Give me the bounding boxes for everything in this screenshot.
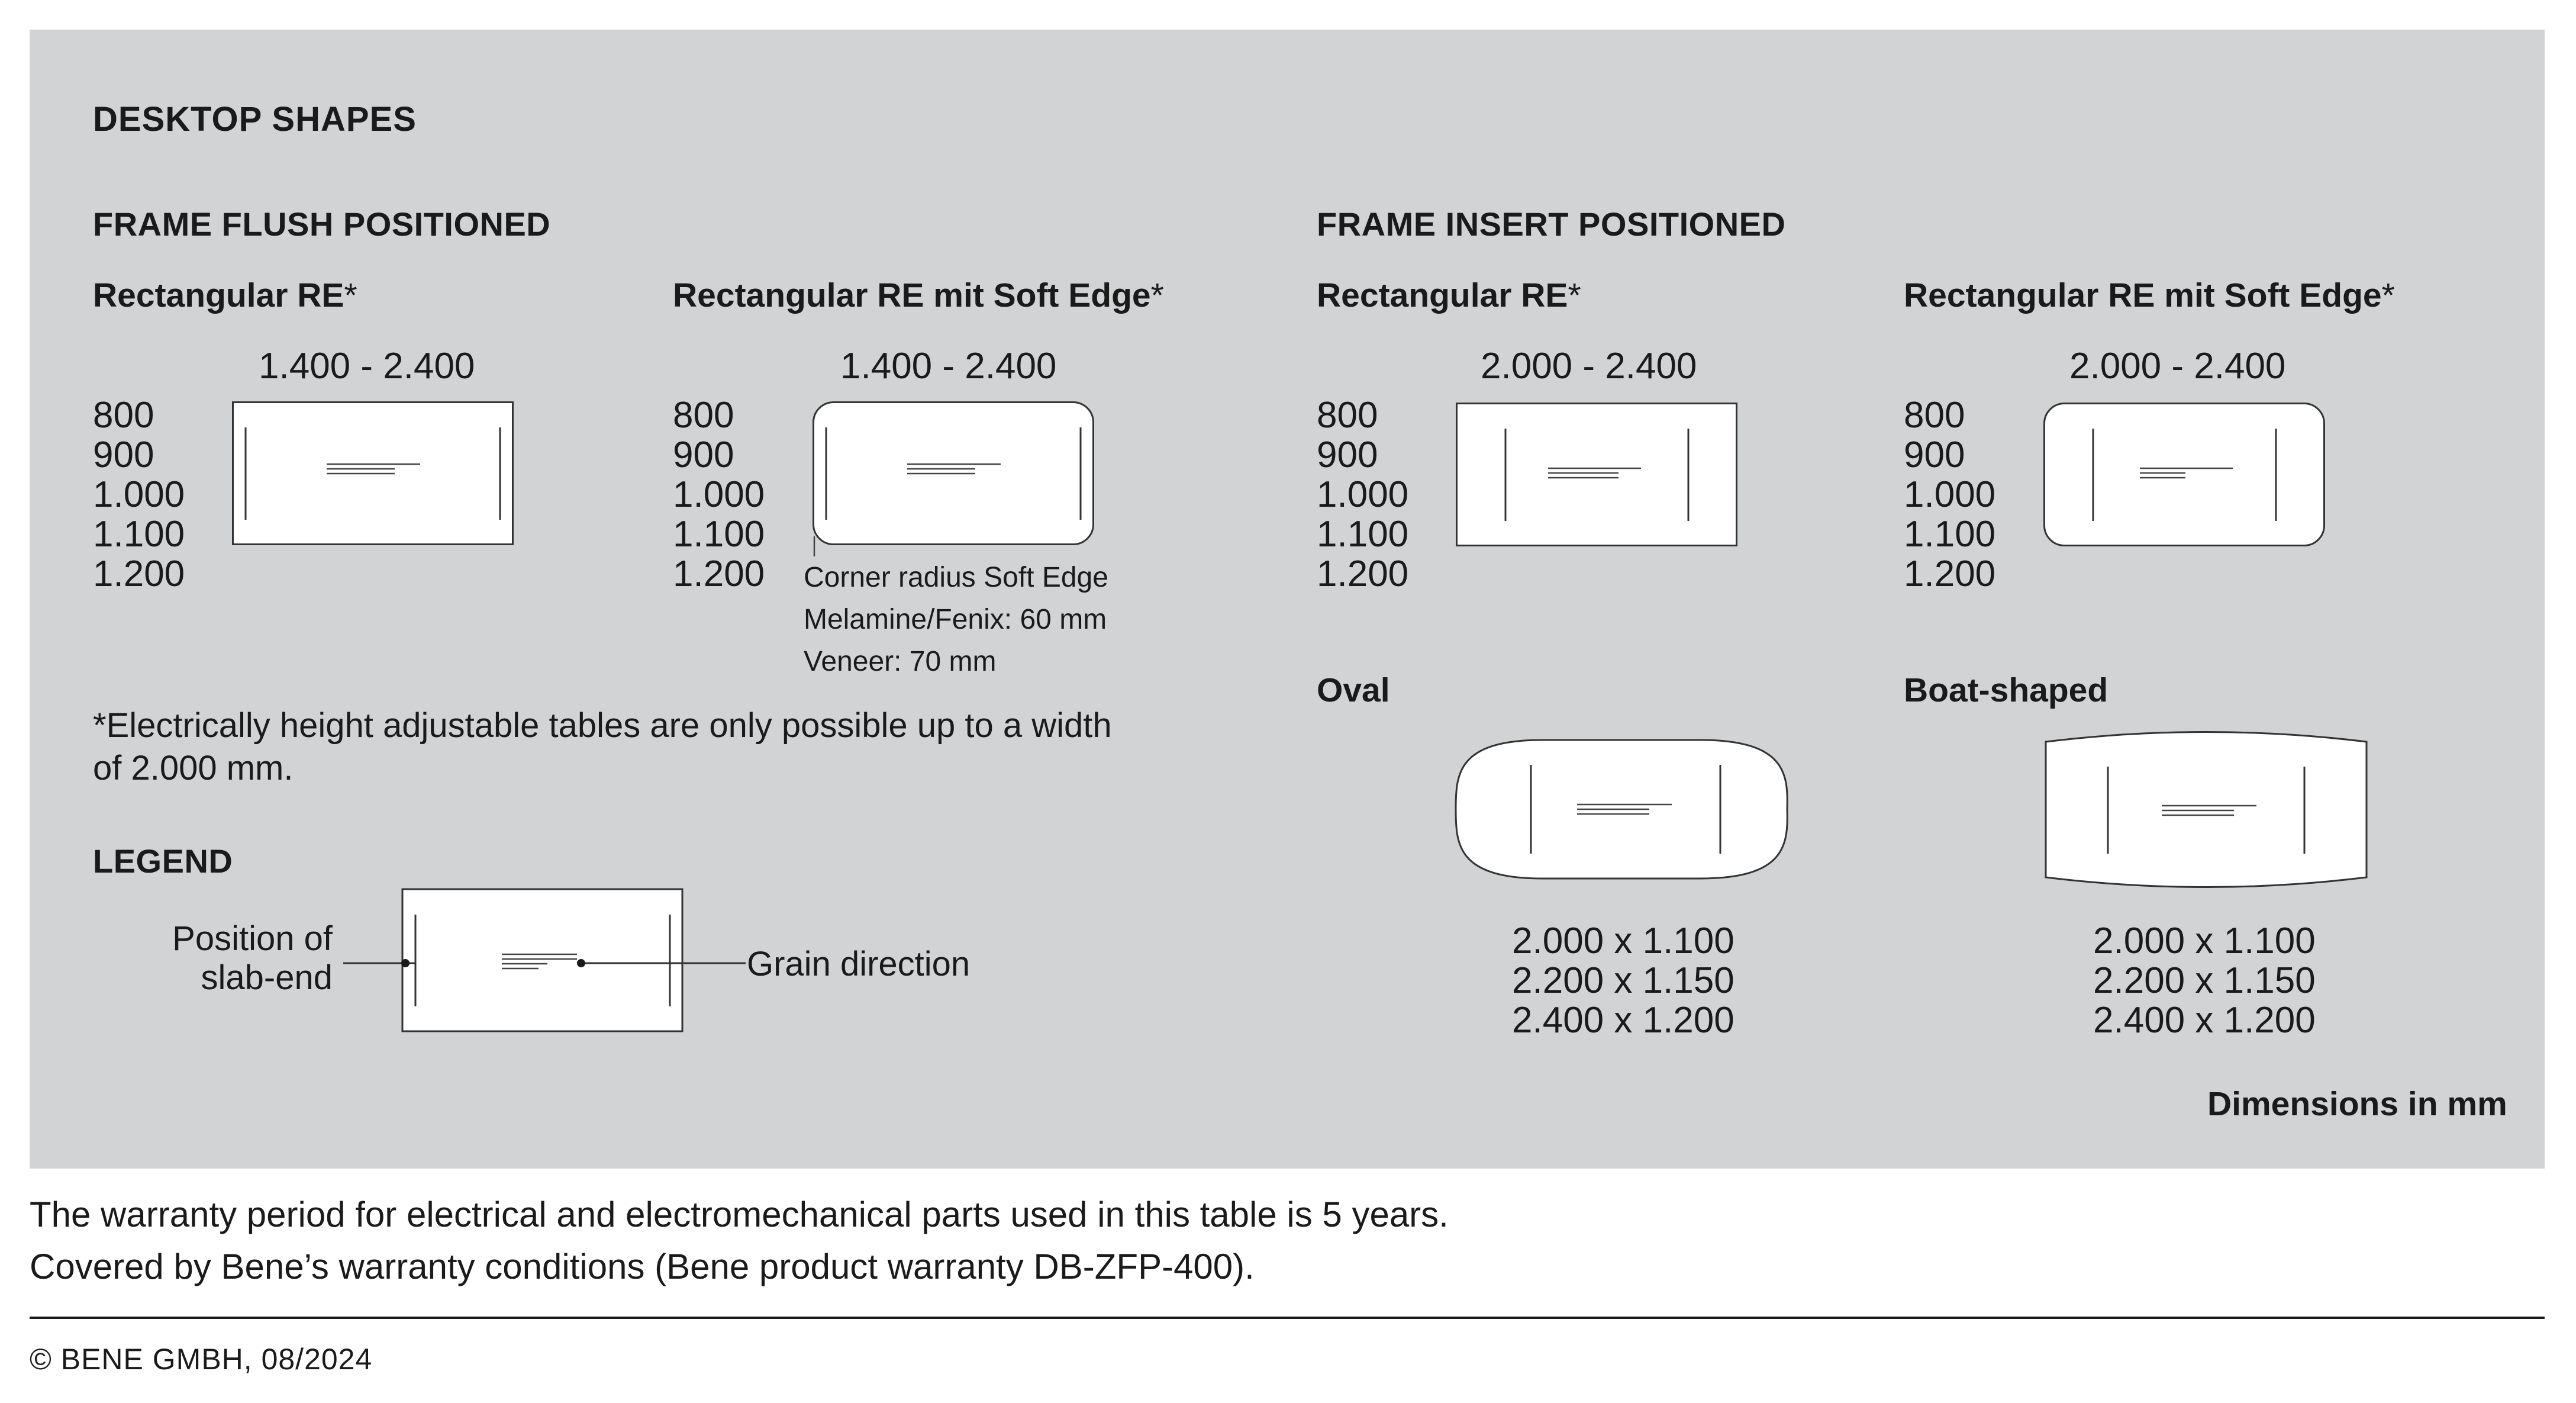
section-title: DESKTOP SHAPES: [93, 100, 417, 139]
footnote-line: of 2.000 mm.: [93, 749, 294, 787]
warranty-line: The warranty period for electrical and electromechanical parts used in this table is 5 years.: [30, 1195, 1449, 1234]
flush-soft-label: [673, 276, 1164, 315]
asterisk: *: [344, 276, 357, 314]
insert-heading: FRAME INSERT POSITIONED: [1317, 205, 1786, 243]
depth-value: 1.100: [673, 514, 765, 555]
soft-edge-note: Veneer: 70 mm: [804, 646, 997, 677]
flush-heading: FRAME FLUSH POSITIONED: [93, 205, 551, 243]
insert-soft-depths: [1904, 395, 1995, 594]
insert-rect-label: [1317, 276, 1581, 315]
flush-soft-label-text: Rectangular RE mit Soft Edge: [673, 276, 1151, 314]
depth-value: 900: [1904, 435, 1965, 475]
flush-soft-width: 1.400 - 2.400: [840, 346, 1057, 387]
footnote: [93, 704, 1112, 790]
insert-soft-label-text: Rectangular RE mit Soft Edge: [1904, 276, 2382, 314]
asterisk: *: [1568, 276, 1581, 314]
size-value: 2.200 x 1.150: [2093, 960, 2316, 1001]
depth-value: 800: [93, 395, 154, 436]
boat-label: Boat-shaped: [1904, 671, 2108, 709]
oval-diagram: [1454, 738, 1789, 880]
size-value: 2.000 x 1.100: [1512, 921, 1734, 961]
soft-edge-note: Melamine/Fenix: 60 mm: [804, 604, 1107, 635]
insert-soft-label: [1904, 276, 2395, 315]
footnote-line: *Electrically height adjustable tables are only possible up to a width: [93, 706, 1112, 745]
insert-soft-diagram: [2043, 403, 2325, 546]
depth-value: 800: [1904, 395, 1965, 436]
warranty-line: Covered by Bene’s warranty conditions (Bene product warranty DB-ZFP-400).: [30, 1247, 1255, 1286]
legend-label-line: Position of: [172, 919, 333, 958]
flush-rect-diagram: [232, 401, 514, 545]
depth-value: 1.200: [673, 554, 765, 594]
flush-soft-depths: [673, 395, 765, 594]
legend-grain-label: Grain direction: [747, 945, 971, 983]
depth-value: 1.200: [1904, 554, 1996, 594]
size-value: 2.400 x 1.200: [2093, 1000, 2316, 1041]
insert-rect-diagram: [1456, 403, 1737, 546]
flush-rect-width: 1.400 - 2.400: [259, 346, 475, 387]
asterisk: *: [1150, 276, 1164, 314]
insert-rect-label-text: Rectangular RE: [1317, 276, 1568, 314]
asterisk: *: [2381, 276, 2395, 314]
depth-value: 900: [1317, 435, 1378, 475]
warranty-text: [30, 1189, 1449, 1293]
depth-value: 1.000: [673, 474, 765, 515]
depth-value: 800: [673, 395, 734, 436]
depth-value: 1.100: [1317, 514, 1409, 555]
depth-value: 1.100: [1904, 514, 1996, 555]
legend-slab-end-label: [154, 919, 333, 997]
soft-edge-note: Corner radius Soft Edge: [804, 562, 1108, 593]
depth-value: 1.000: [93, 474, 185, 515]
dimensions-note: Dimensions in mm: [2207, 1085, 2507, 1123]
depth-value: 1.200: [1317, 554, 1409, 594]
legend-heading: LEGEND: [93, 842, 233, 880]
depth-value: 1.000: [1317, 474, 1409, 515]
soft-edge-notes: [804, 556, 1108, 683]
flush-rect-depths: [93, 395, 185, 594]
depth-value: 900: [93, 435, 154, 475]
size-value: 2.000 x 1.100: [2093, 921, 2316, 961]
size-value: 2.200 x 1.150: [1512, 960, 1734, 1001]
legend-label-line: slab-end: [201, 958, 333, 997]
depth-value: 1.100: [93, 514, 185, 555]
divider: [30, 1317, 2545, 1319]
legend-diagram: [343, 888, 746, 1033]
flush-soft-diagram: [813, 401, 1094, 545]
oval-label: Oval: [1317, 671, 1390, 709]
flush-rect-label: [93, 276, 357, 315]
flush-rect-label-text: Rectangular RE: [93, 276, 344, 314]
copyright: © BENE GMBH, 08/2024: [30, 1343, 373, 1376]
insert-soft-width: 2.000 - 2.400: [2069, 346, 2286, 387]
depth-value: 800: [1317, 395, 1378, 436]
depth-value: 1.000: [1904, 474, 1996, 515]
oval-sizes: [1512, 921, 1734, 1040]
size-value: 2.400 x 1.200: [1512, 1000, 1734, 1041]
depth-value: 900: [673, 435, 734, 475]
boat-sizes: [2093, 921, 2316, 1040]
insert-rect-width: 2.000 - 2.400: [1481, 346, 1697, 387]
boat-diagram: [2045, 740, 2368, 882]
depth-value: 1.200: [93, 554, 185, 594]
insert-rect-depths: [1317, 395, 1408, 594]
